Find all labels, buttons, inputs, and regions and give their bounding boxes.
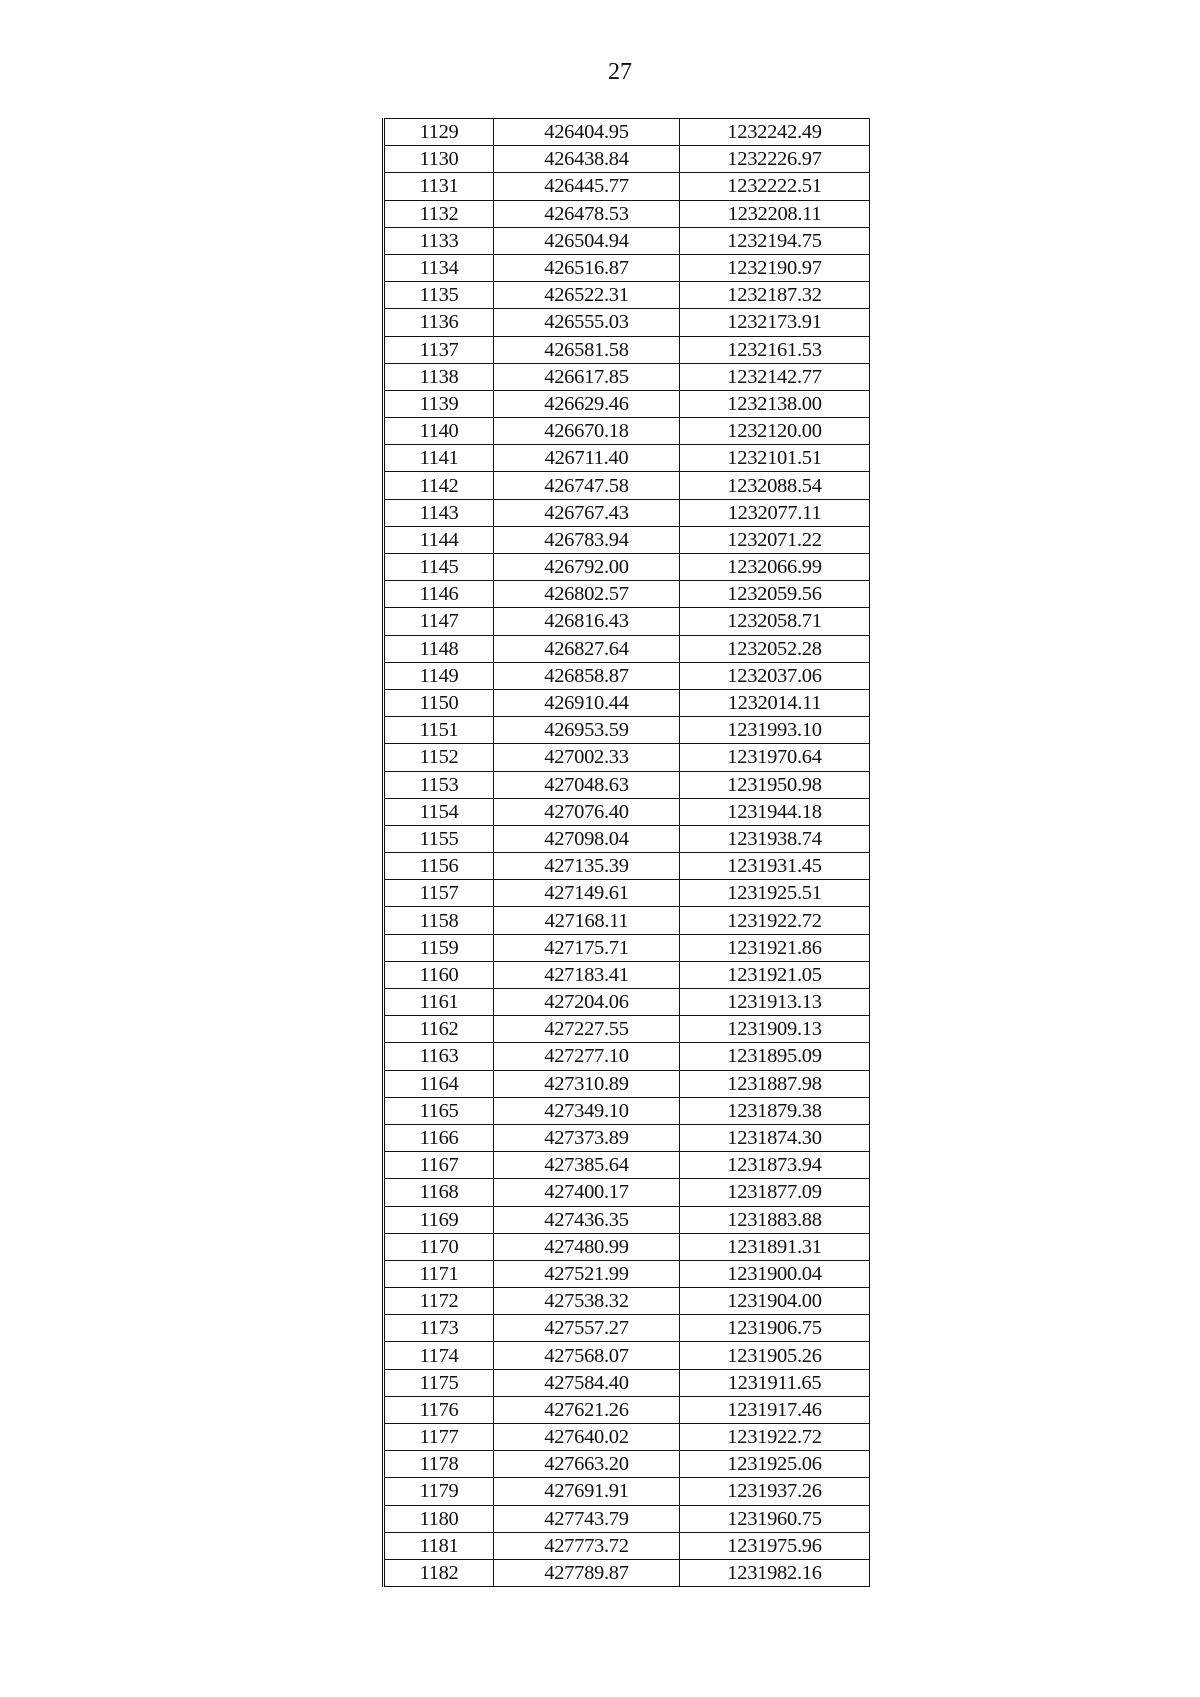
table-row xyxy=(384,119,870,146)
y-coordinate-cell: 1231921.05 xyxy=(680,961,870,988)
point-number-cell: 1130 xyxy=(384,146,494,173)
x-coordinate-cell: 427373.89 xyxy=(494,1124,680,1151)
y-coordinate-cell: 1232222.51 xyxy=(680,173,870,200)
point-number-cell: 1144 xyxy=(384,526,494,553)
x-coordinate-cell: 427149.61 xyxy=(494,880,680,907)
table-row xyxy=(384,744,870,771)
table-row xyxy=(384,1342,870,1369)
y-coordinate-cell: 1232173.91 xyxy=(680,309,870,336)
x-coordinate-cell: 426504.94 xyxy=(494,227,680,254)
x-coordinate-cell: 427743.79 xyxy=(494,1505,680,1532)
y-coordinate-cell: 1231905.26 xyxy=(680,1342,870,1369)
table-row xyxy=(384,1424,870,1451)
table-row xyxy=(384,1288,870,1315)
x-coordinate-cell: 427436.35 xyxy=(494,1206,680,1233)
x-coordinate-cell: 426802.57 xyxy=(494,581,680,608)
table-row xyxy=(384,662,870,689)
x-coordinate-cell: 427568.07 xyxy=(494,1342,680,1369)
x-coordinate-cell: 427663.20 xyxy=(494,1451,680,1478)
y-coordinate-cell: 1232052.28 xyxy=(680,635,870,662)
table-row xyxy=(384,1559,870,1586)
table-row xyxy=(384,1505,870,1532)
table-row xyxy=(384,146,870,173)
x-coordinate-cell: 426783.94 xyxy=(494,526,680,553)
x-coordinate-cell: 427691.91 xyxy=(494,1478,680,1505)
y-coordinate-cell: 1232058.71 xyxy=(680,608,870,635)
y-coordinate-cell: 1231904.00 xyxy=(680,1288,870,1315)
x-coordinate-cell: 426792.00 xyxy=(494,554,680,581)
table-row xyxy=(384,1532,870,1559)
table-row xyxy=(384,1369,870,1396)
y-coordinate-cell: 1231879.38 xyxy=(680,1097,870,1124)
y-coordinate-cell: 1231891.31 xyxy=(680,1233,870,1260)
table-row xyxy=(384,825,870,852)
y-coordinate-cell: 1232120.00 xyxy=(680,418,870,445)
y-coordinate-cell: 1232138.00 xyxy=(680,390,870,417)
point-number-cell: 1145 xyxy=(384,554,494,581)
x-coordinate-cell: 427098.04 xyxy=(494,825,680,852)
x-coordinate-cell: 427002.33 xyxy=(494,744,680,771)
table-row xyxy=(384,635,870,662)
x-coordinate-cell: 426617.85 xyxy=(494,363,680,390)
y-coordinate-cell: 1232037.06 xyxy=(680,662,870,689)
point-number-cell: 1161 xyxy=(384,989,494,1016)
point-number-cell: 1172 xyxy=(384,1288,494,1315)
point-number-cell: 1141 xyxy=(384,445,494,472)
point-number-cell: 1179 xyxy=(384,1478,494,1505)
coordinate-table-body xyxy=(384,119,870,1587)
y-coordinate-cell: 1231975.96 xyxy=(680,1532,870,1559)
x-coordinate-cell: 427557.27 xyxy=(494,1315,680,1342)
table-row xyxy=(384,989,870,1016)
x-coordinate-cell: 426953.59 xyxy=(494,717,680,744)
table-row xyxy=(384,1152,870,1179)
point-number-cell: 1166 xyxy=(384,1124,494,1151)
table-row xyxy=(384,445,870,472)
point-number-cell: 1178 xyxy=(384,1451,494,1478)
table-row xyxy=(384,336,870,363)
point-number-cell: 1160 xyxy=(384,961,494,988)
table-row xyxy=(384,554,870,581)
table-row xyxy=(384,1016,870,1043)
y-coordinate-cell: 1231883.88 xyxy=(680,1206,870,1233)
point-number-cell: 1180 xyxy=(384,1505,494,1532)
x-coordinate-cell: 426910.44 xyxy=(494,689,680,716)
point-number-cell: 1167 xyxy=(384,1152,494,1179)
y-coordinate-cell: 1232014.11 xyxy=(680,689,870,716)
y-coordinate-cell: 1231931.45 xyxy=(680,853,870,880)
table-row xyxy=(384,363,870,390)
x-coordinate-cell: 427385.64 xyxy=(494,1152,680,1179)
x-coordinate-cell: 426767.43 xyxy=(494,499,680,526)
point-number-cell: 1135 xyxy=(384,282,494,309)
x-coordinate-cell: 426478.53 xyxy=(494,200,680,227)
table-row xyxy=(384,1233,870,1260)
table-row xyxy=(384,880,870,907)
table-row xyxy=(384,608,870,635)
point-number-cell: 1155 xyxy=(384,825,494,852)
point-number-cell: 1137 xyxy=(384,336,494,363)
point-number-cell: 1182 xyxy=(384,1559,494,1586)
y-coordinate-cell: 1231900.04 xyxy=(680,1260,870,1287)
table-row xyxy=(384,1179,870,1206)
x-coordinate-cell: 426445.77 xyxy=(494,173,680,200)
point-number-cell: 1146 xyxy=(384,581,494,608)
x-coordinate-cell: 426516.87 xyxy=(494,254,680,281)
point-number-cell: 1159 xyxy=(384,934,494,961)
point-number-cell: 1151 xyxy=(384,717,494,744)
y-coordinate-cell: 1232142.77 xyxy=(680,363,870,390)
y-coordinate-cell: 1231925.51 xyxy=(680,880,870,907)
point-number-cell: 1170 xyxy=(384,1233,494,1260)
x-coordinate-cell: 426827.64 xyxy=(494,635,680,662)
y-coordinate-cell: 1232190.97 xyxy=(680,254,870,281)
x-coordinate-cell: 427168.11 xyxy=(494,907,680,934)
y-coordinate-cell: 1231887.98 xyxy=(680,1070,870,1097)
point-number-cell: 1143 xyxy=(384,499,494,526)
point-number-cell: 1131 xyxy=(384,173,494,200)
x-coordinate-cell: 426670.18 xyxy=(494,418,680,445)
y-coordinate-cell: 1231922.72 xyxy=(680,907,870,934)
table-row xyxy=(384,418,870,445)
table-row xyxy=(384,1315,870,1342)
table-row xyxy=(384,390,870,417)
y-coordinate-cell: 1231937.26 xyxy=(680,1478,870,1505)
table-row xyxy=(384,254,870,281)
x-coordinate-cell: 427621.26 xyxy=(494,1396,680,1423)
table-row xyxy=(384,1451,870,1478)
y-coordinate-cell: 1232088.54 xyxy=(680,472,870,499)
point-number-cell: 1140 xyxy=(384,418,494,445)
x-coordinate-cell: 427584.40 xyxy=(494,1369,680,1396)
point-number-cell: 1142 xyxy=(384,472,494,499)
point-number-cell: 1181 xyxy=(384,1532,494,1559)
y-coordinate-cell: 1231909.13 xyxy=(680,1016,870,1043)
table-row xyxy=(384,961,870,988)
x-coordinate-cell: 426555.03 xyxy=(494,309,680,336)
x-coordinate-cell: 427135.39 xyxy=(494,853,680,880)
table-row xyxy=(384,689,870,716)
x-coordinate-cell: 427400.17 xyxy=(494,1179,680,1206)
y-coordinate-cell: 1231970.64 xyxy=(680,744,870,771)
y-coordinate-cell: 1231921.86 xyxy=(680,934,870,961)
y-coordinate-cell: 1231950.98 xyxy=(680,771,870,798)
x-coordinate-cell: 426747.58 xyxy=(494,472,680,499)
table-row xyxy=(384,200,870,227)
point-number-cell: 1177 xyxy=(384,1424,494,1451)
point-number-cell: 1149 xyxy=(384,662,494,689)
table-row xyxy=(384,1478,870,1505)
y-coordinate-cell: 1231874.30 xyxy=(680,1124,870,1151)
point-number-cell: 1174 xyxy=(384,1342,494,1369)
x-coordinate-cell: 427773.72 xyxy=(494,1532,680,1559)
point-number-cell: 1169 xyxy=(384,1206,494,1233)
x-coordinate-cell: 427183.41 xyxy=(494,961,680,988)
point-number-cell: 1153 xyxy=(384,771,494,798)
point-number-cell: 1147 xyxy=(384,608,494,635)
table-row xyxy=(384,798,870,825)
y-coordinate-cell: 1231938.74 xyxy=(680,825,870,852)
x-coordinate-cell: 427640.02 xyxy=(494,1424,680,1451)
y-coordinate-cell: 1231925.06 xyxy=(680,1451,870,1478)
x-coordinate-cell: 427349.10 xyxy=(494,1097,680,1124)
y-coordinate-cell: 1231913.13 xyxy=(680,989,870,1016)
point-number-cell: 1157 xyxy=(384,880,494,907)
x-coordinate-cell: 427175.71 xyxy=(494,934,680,961)
table-row xyxy=(384,581,870,608)
y-coordinate-cell: 1232208.11 xyxy=(680,200,870,227)
x-coordinate-cell: 427310.89 xyxy=(494,1070,680,1097)
page-number: 27 xyxy=(608,59,632,85)
point-number-cell: 1163 xyxy=(384,1043,494,1070)
table-row xyxy=(384,771,870,798)
y-coordinate-cell: 1231911.65 xyxy=(680,1369,870,1396)
point-number-cell: 1171 xyxy=(384,1260,494,1287)
table-row xyxy=(384,1124,870,1151)
table-row xyxy=(384,173,870,200)
table-row xyxy=(384,1043,870,1070)
table-row xyxy=(384,934,870,961)
y-coordinate-cell: 1232242.49 xyxy=(727,121,822,144)
point-number-cell: 1134 xyxy=(384,254,494,281)
point-number-cell: 1133 xyxy=(384,227,494,254)
x-coordinate-cell: 427277.10 xyxy=(494,1043,680,1070)
x-coordinate-cell: 426438.84 xyxy=(494,146,680,173)
x-coordinate-cell: 427227.55 xyxy=(494,1016,680,1043)
point-number-cell: 1164 xyxy=(384,1070,494,1097)
point-number-cell: 1132 xyxy=(384,200,494,227)
table-row xyxy=(384,1070,870,1097)
x-coordinate-cell: 427521.99 xyxy=(494,1260,680,1287)
point-number-cell: 1139 xyxy=(384,390,494,417)
x-coordinate-cell: 427480.99 xyxy=(494,1233,680,1260)
y-coordinate-cell: 1231993.10 xyxy=(680,717,870,744)
point-number-cell: 1176 xyxy=(384,1396,494,1423)
y-coordinate-cell: 1232226.97 xyxy=(680,146,870,173)
table-row xyxy=(384,1206,870,1233)
point-number-cell: 1150 xyxy=(384,689,494,716)
table-row xyxy=(384,907,870,934)
point-number-cell: 1154 xyxy=(384,798,494,825)
y-coordinate-cell: 1232066.99 xyxy=(680,554,870,581)
table-row xyxy=(384,1097,870,1124)
point-number-cell: 1162 xyxy=(384,1016,494,1043)
y-coordinate-cell: 1232059.56 xyxy=(680,581,870,608)
table-row xyxy=(384,472,870,499)
table-row xyxy=(384,227,870,254)
point-number-cell: 1152 xyxy=(384,744,494,771)
y-coordinate-cell: 1231877.09 xyxy=(680,1179,870,1206)
y-coordinate-cell: 1231873.94 xyxy=(680,1152,870,1179)
x-coordinate-cell: 426629.46 xyxy=(494,390,680,417)
table-row xyxy=(384,1260,870,1287)
y-coordinate-cell: 1231917.46 xyxy=(680,1396,870,1423)
table-row xyxy=(384,717,870,744)
y-coordinate-cell: 1231944.18 xyxy=(680,798,870,825)
x-coordinate-cell: 426522.31 xyxy=(494,282,680,309)
y-coordinate-cell: 1232101.51 xyxy=(680,445,870,472)
point-number-cell: 1138 xyxy=(384,363,494,390)
point-number-cell: 1156 xyxy=(384,853,494,880)
y-coordinate-cell: 1232077.11 xyxy=(680,499,870,526)
point-number-cell: 1158 xyxy=(384,907,494,934)
coordinate-table xyxy=(382,118,870,1587)
x-coordinate-cell: 426711.40 xyxy=(494,445,680,472)
point-number-cell: 1168 xyxy=(384,1179,494,1206)
x-coordinate-cell: 427538.32 xyxy=(494,1288,680,1315)
point-number-cell: 1165 xyxy=(384,1097,494,1124)
x-coordinate-cell: 427789.87 xyxy=(494,1559,680,1586)
x-coordinate-cell: 427076.40 xyxy=(494,798,680,825)
x-coordinate-cell: 426858.87 xyxy=(494,662,680,689)
point-number-cell: 1136 xyxy=(384,309,494,336)
table-row xyxy=(384,853,870,880)
table-row xyxy=(384,526,870,553)
table-row xyxy=(384,1396,870,1423)
point-number-cell: 1129 xyxy=(384,119,494,146)
x-coordinate-cell: 427204.06 xyxy=(494,989,680,1016)
y-coordinate-cell: 1231982.16 xyxy=(680,1559,870,1586)
y-coordinate-cell: 1231906.75 xyxy=(680,1315,870,1342)
y-coordinate-cell: 1231960.75 xyxy=(680,1505,870,1532)
x-coordinate-cell: 426404.95 xyxy=(494,119,680,146)
x-coordinate-cell: 427048.63 xyxy=(494,771,680,798)
y-coordinate-cell: 1232071.22 xyxy=(680,526,870,553)
table-row xyxy=(384,309,870,336)
y-coordinate-cell: 1231895.09 xyxy=(680,1043,870,1070)
y-coordinate-cell: 1232161.53 xyxy=(680,336,870,363)
x-coordinate-cell: 426581.58 xyxy=(494,336,680,363)
x-coordinate-cell: 426816.43 xyxy=(494,608,680,635)
y-coordinate-cell: 1232194.75 xyxy=(680,227,870,254)
y-coordinate-cell: 1231922.72 xyxy=(680,1424,870,1451)
point-number-cell: 1148 xyxy=(384,635,494,662)
point-number-cell: 1173 xyxy=(384,1315,494,1342)
y-coordinate-cell: 1232187.32 xyxy=(680,282,870,309)
table-row xyxy=(384,282,870,309)
point-number-cell: 1175 xyxy=(384,1369,494,1396)
table-row xyxy=(384,499,870,526)
